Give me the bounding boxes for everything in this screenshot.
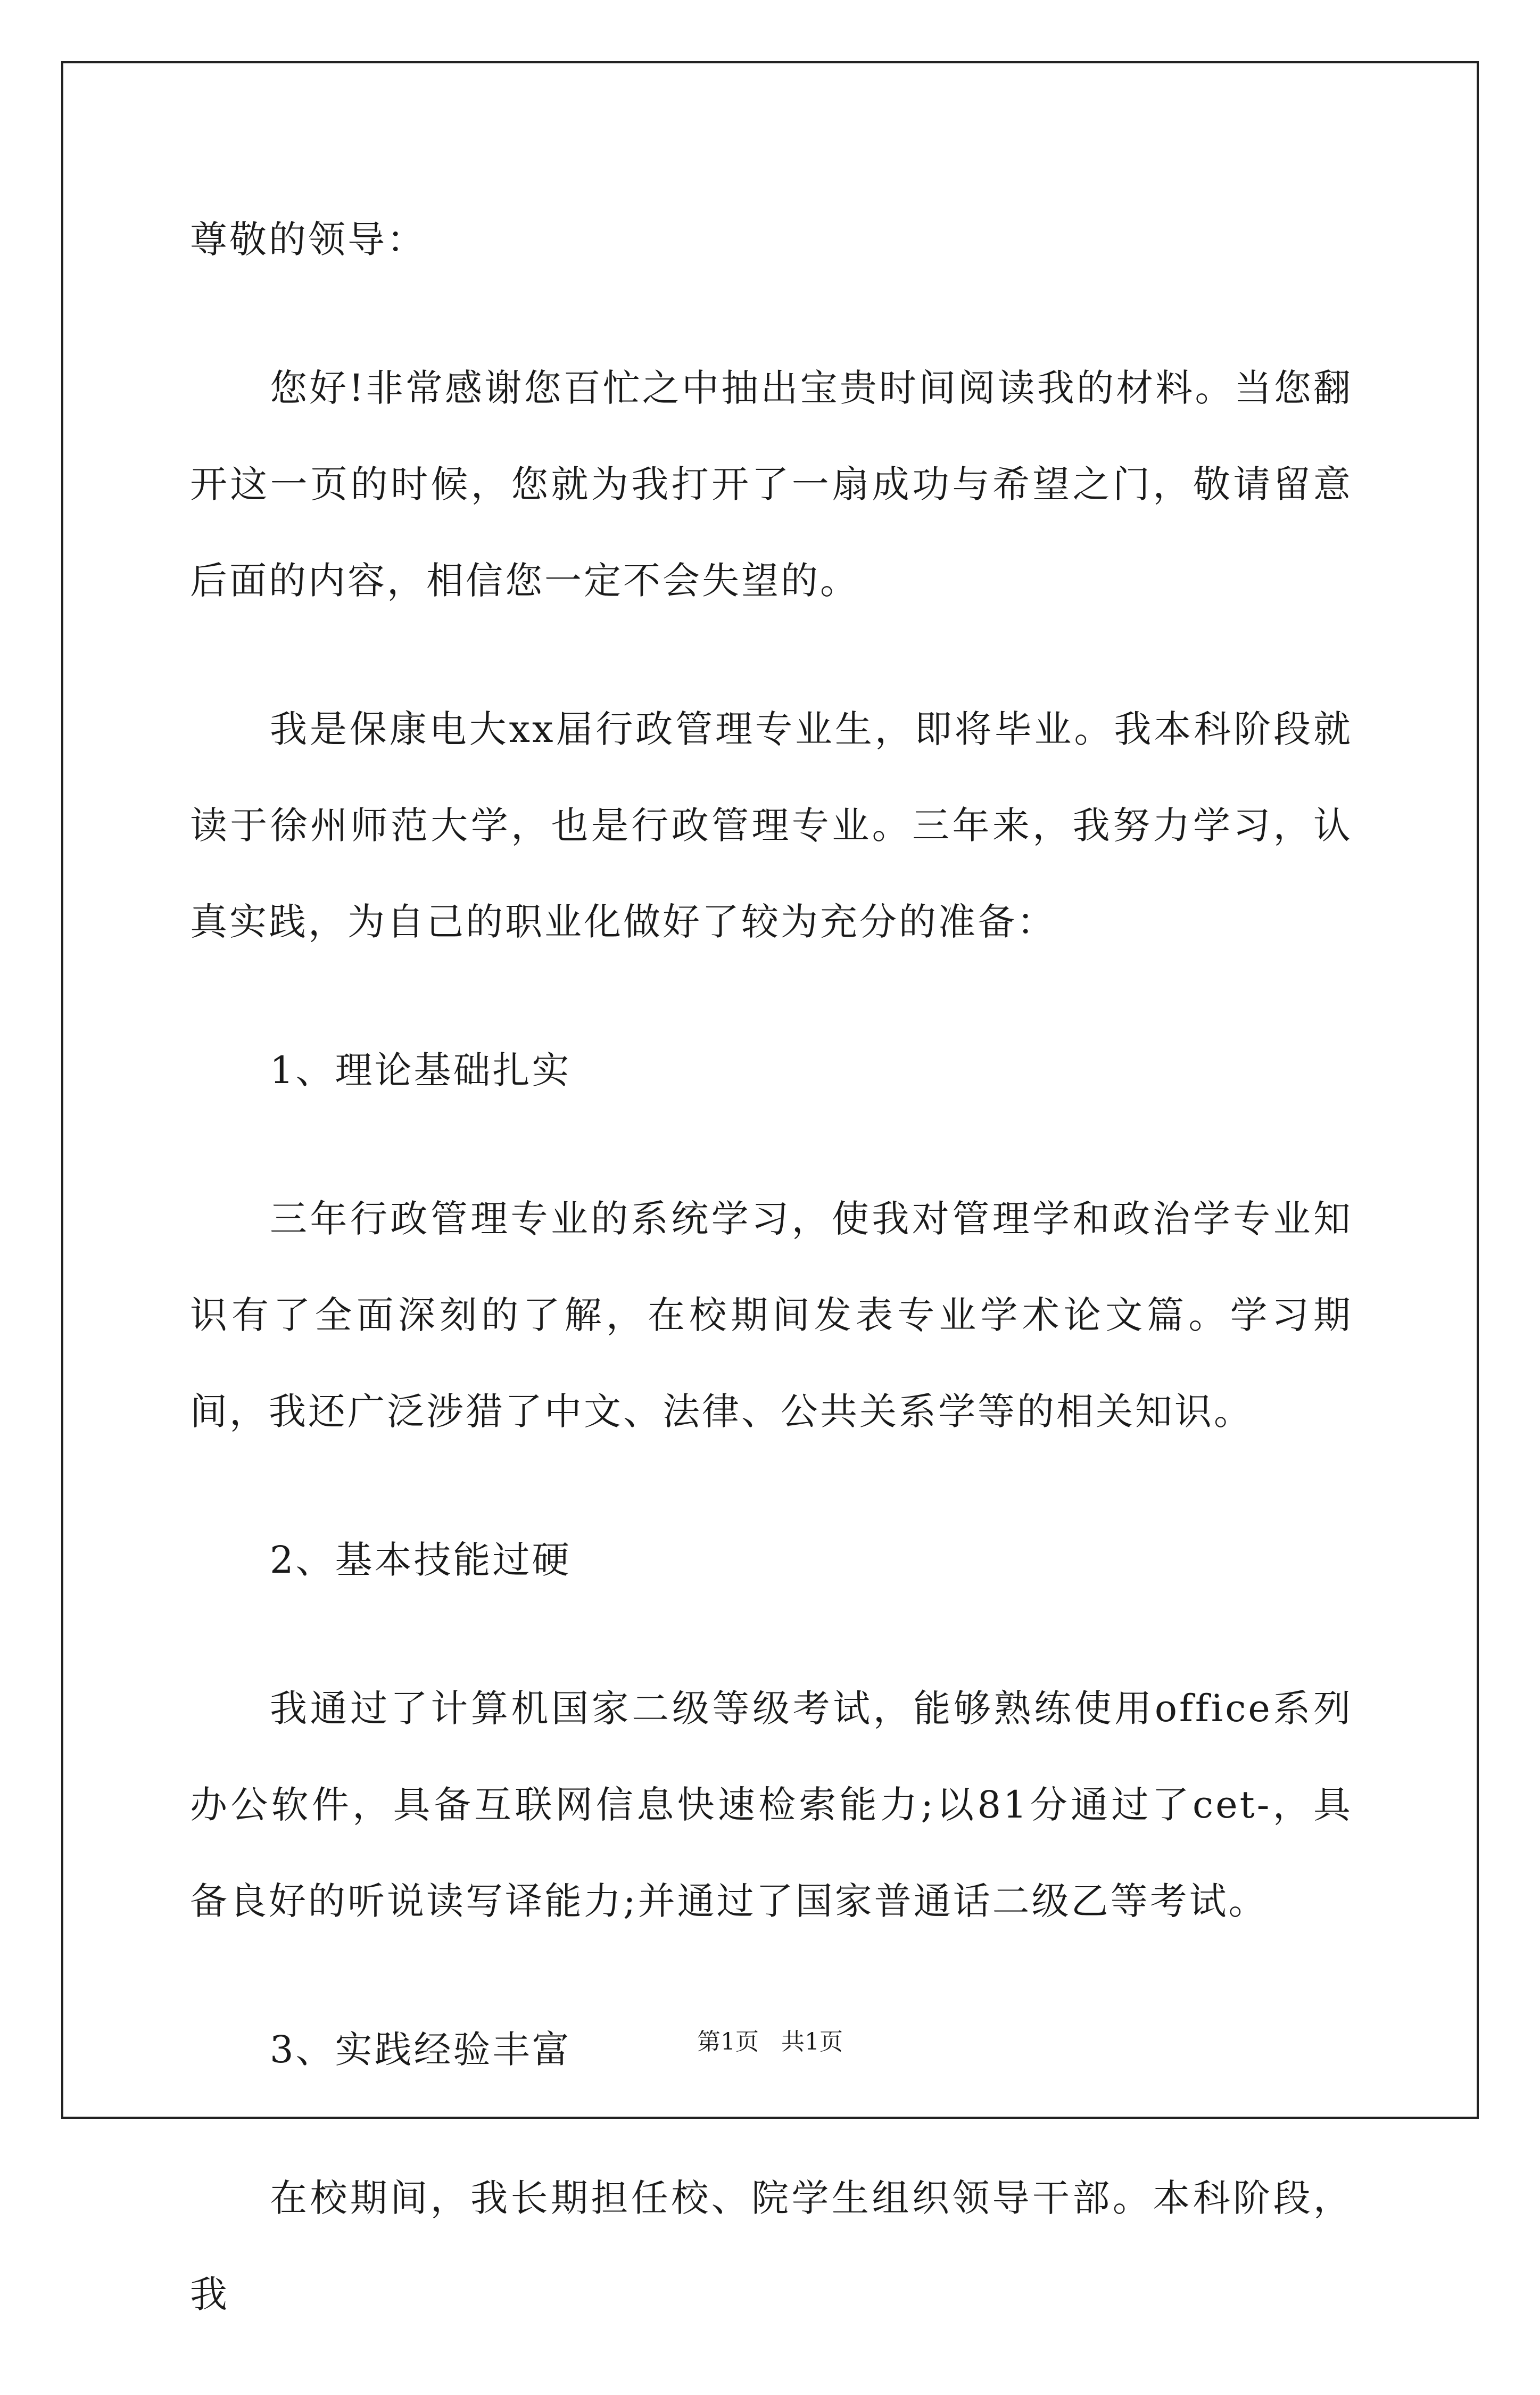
paragraph-greeting: 您好!非常感谢您百忙之中抽出宝贵时间阅读我的材料。当您翻开这一页的时候，您就为我打开了一扇成功与希望之门，敬请留意后面的内容，相信您一定不会失望的。	[190, 366, 1353, 602]
paragraph-introduction: 我是保康电大xx届行政管理专业生，即将毕业。我本科阶段就读于徐州师范大学，也是行政管理专业。三年来，我努力学习，认真实践，为自己的职业化做好了较为充分的准备：	[190, 707, 1353, 944]
section-heading-experience: 3、实践经验丰富	[270, 2028, 572, 2071]
paragraph-skills: 我通过了计算机国家二级等级考试，能够熟练使用office系列办公软件，具备互联网信息快速检索能力;以81分通过了cet-，具备良好的听说读写译能力;并通过了国家普通话二级乙等考试。	[190, 1687, 1353, 1923]
section-heading-skills: 2、基本技能过硬	[270, 1538, 572, 1582]
paragraph-theory: 三年行政管理专业的系统学习，使我对管理学和政治学专业知识有了全面深刻的了解，在校期间发表专业学术论文篇。学习期间，我还广泛涉猎了中文、法律、公共关系学等的相关知识。	[190, 1197, 1353, 1433]
paragraph-experience: 在校期间，我长期担任校、院学生组织领导干部。本科阶段，我	[190, 2176, 1353, 2316]
section-heading-theory: 1、理论基础扎实	[270, 1048, 572, 1092]
page-footer	[0, 2022, 1540, 2057]
salutation: 尊敬的领导：	[190, 218, 426, 261]
page-number: 第1页	[697, 2028, 759, 2055]
document-body	[190, 192, 1353, 2395]
page-total: 共1页	[781, 2028, 843, 2055]
